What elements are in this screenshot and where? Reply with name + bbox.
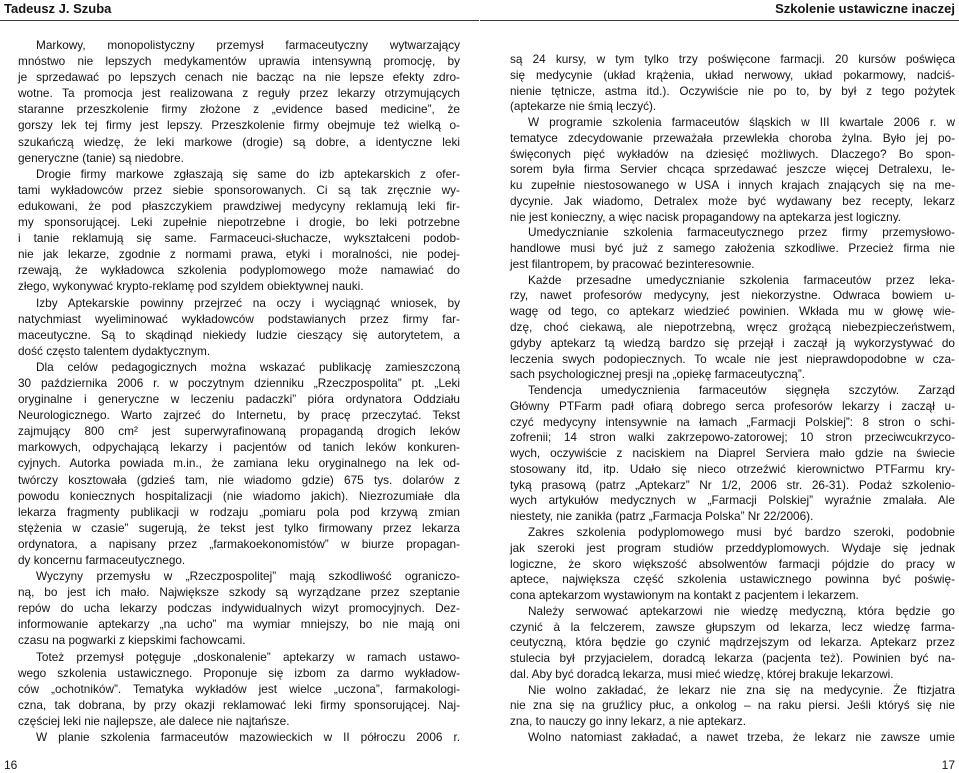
paragraph	[18, 568, 460, 648]
text-line: logiczne, że skoro większość absolwentów farmacji pójdzie do pracy w	[510, 556, 955, 571]
text-line: natychmiast wyeliminować wykładowców podstawianych przez firmy far-	[18, 311, 460, 326]
text-line: niestety, nie zanikła (patrz „Farmacja Polska” Nr 22/2006).	[510, 509, 814, 524]
text-line: tematyce zdecydowanie przeważała przewlekła choroba żylna. Było jej po-	[510, 130, 955, 145]
text-line: dy koncernu farmaceutycznego.	[18, 553, 186, 567]
paragraph	[510, 225, 955, 272]
text-line: staranne przeszkolenie firmy złożone z „evidence based medicine”, że	[18, 102, 460, 117]
text-line: dzę, choć ciekawą, ale niepotrzebną, wręcz grożącą niebezpieczeństwem,	[510, 320, 955, 335]
text-line: sorem była firma Servier chcąca sprzedawać jeszcze więcej Detralexu, le-	[510, 162, 955, 177]
text-line: wego szkolenia ustawicznego. Proponuje się izbom za darmo wykładow-	[18, 665, 460, 680]
paragraph	[18, 37, 460, 166]
paragraph	[510, 683, 955, 730]
paragraph	[18, 359, 460, 568]
text-line: czyć medycyny intensywnie na łamach „Farmacji Polskiej”: 8 stron o schi-	[510, 414, 955, 429]
text-line: i tanie reklamują się same. Farmaceuci-słuchacze, wykształceni podob-	[18, 231, 460, 246]
text-line: wych artykułów medycznych w „Farmacji Polskiej” wyraźnie zmalała. Ale	[510, 493, 955, 508]
text-line: twórczy kosztowała (gdzieś tam, nie wiadomo gdzie) 675 tys. dolarów z	[18, 472, 460, 487]
text-line: Toteż przemysł potęguje „doskonalenie” aptekarzy w ramach ustawo-	[36, 649, 460, 664]
paragraph	[510, 52, 955, 115]
text-line: Wyczyny przemysłu w „Rzeczpospolitej” mają szkodliwość ograniczo-	[36, 569, 460, 584]
text-line: czna, tak dobrana, by przy okazji reklamować leki firmy sponsorującej. Naj-	[18, 697, 460, 712]
text-line: W planie szkolenia farmaceutów mazowieckich w II półroczu 2006 r.	[36, 730, 460, 745]
page-number: 17	[941, 758, 955, 772]
text-line: gdyby aptekarz tą wiedzą bardzo się przejął i zaczął ją wykorzystywać do	[510, 335, 955, 350]
paragraph	[18, 649, 460, 729]
text-line: się medycynie (układ krążenia, układ nerwowy, układ pokarmowy, nadciś-	[510, 67, 955, 82]
text-line: Izby Aptekarskie powinny przejrzeć na oczy i wyciągnąć wniosek, by	[36, 295, 460, 310]
text-line: W programie szkolenia farmaceutów śląskich w III kwartale 2006 r. w	[528, 115, 955, 130]
text-line: (aptekarze nie śmią leczyć).	[510, 99, 657, 114]
text-line: Nie wolno zakładać, że lekarz nie zna się na medycynie. Że ftizjatra	[528, 682, 955, 697]
text-line: Główny PTFarm padł ofiarą dobrego serca profesorów lekarzy i zaczął u-	[510, 398, 955, 413]
text-line: tami wykładowców przez siebie sponsorowanych. Ci są tak zręcznie wy-	[18, 182, 460, 197]
text-line: my sponsorującej. Leki zupełnie niepotrzebne i drogie, bo leki potrzebne	[18, 215, 460, 230]
text-line: informowanie aptekarzy „na ucho” ma wymiar mniejszy, bo nie mają oni	[18, 617, 460, 632]
text-line: maceutyczne. Są to skądinąd niekiedy ludzie cieszący się autorytetem, a	[18, 327, 460, 342]
paragraph	[18, 295, 460, 359]
text-line: tyką prasową (patrz „Aptekarz” Nr 1/2, 2006 str. 26-31). Podaż szkolenio-	[510, 477, 955, 492]
text-line: nie jest konieczny, a więc nacisk propagandowy na aptekarza jest logiczny.	[510, 209, 902, 224]
text-line: Drogie firmy markowe zgłaszają się same do izb aptekarskich z ofer-	[36, 166, 460, 181]
text-line: ców „ochotników”. Tematyka wykładów jest wielce „uczona”, farmakologi-	[18, 681, 460, 696]
text-line: stulecia był przyjacielem, doradcą lekarza (pacjenta też). Powinien być na-	[510, 651, 955, 666]
page-left	[0, 0, 479, 773]
text-line: repów do ucha lekarzy podczas indywidualnych wizyt promocyjnych. Dez-	[18, 601, 460, 616]
text-line: dycynie. Jak wiadomo, Detralex może być wydawany bez recepty, lekarz	[510, 193, 955, 208]
text-line: je sprzedawać po lepszych cenach nie bacząc na nie lepsze efekty zdro-	[18, 70, 460, 85]
text-line: Każde przesadne umedycznianie szkolenia farmaceutów przez leka-	[528, 272, 955, 287]
text-line: jest filantropem, by pracować bezinteresownie.	[510, 256, 755, 271]
text-line: rzy, nawet profesorów medycyny, jest niekorzystne. Odwraca bowiem u-	[510, 288, 955, 303]
text-line: ną, bo jest ich mało. Największe szkody są wyrządzane przez szeptanie	[18, 585, 460, 600]
text-line: ordynatora, a napisany przez „farmakoekonomistów” w biurze propagan-	[18, 536, 460, 551]
text-line: Zakres szkolenia podyplomowego musi być bardzo szeroki, podobnie	[528, 524, 955, 539]
header-rule	[480, 20, 959, 21]
text-line: dal. Aby być doradcą lekarza, musi mieć wiedzę, której brakuje lekarzowi.	[510, 666, 894, 681]
text-line: wych, oczywiście z naciskiem na Diaprel Serviera mało gdzie na świecie	[510, 446, 955, 461]
text-line: aptece, największa część szkolenia ustawicznego powinna być poświę-	[510, 572, 955, 587]
text-line: stężenia w czasie” sugerują, że tekst jest tylko firmowany przez lekarza	[18, 520, 460, 535]
text-line: nie zna się na gruźlicy płuc, a onkolog – na raku piersi. Jeśli któryś się nie	[510, 698, 955, 713]
text-line: są 24 kursy, w tym tylko trzy poświęcone farmacji. 20 kursów poświęca	[510, 52, 955, 66]
text-line: handlowe musi być już z samego założenia szkodliwe. Przecież firma nie	[510, 241, 955, 256]
text-line: częściej leki nie najlepsze, ale dalece nie najtańsze.	[18, 713, 290, 728]
text-line: zofrenii; 14 stron walki zakrzepowo-zatorowej; 10 stron przeciwcukrzyco-	[510, 430, 955, 445]
text-line: rzewają, że wykładowca szkolenia podyplomowego może namawiać do	[18, 263, 460, 278]
text-line: czasu na pogwarki z kiepskimi fachowcami.	[18, 633, 246, 648]
text-line: nie jak lekarze, zgodnie z normami prawa, etyki i moralności, nie podej-	[18, 247, 460, 262]
text-line: wagę od tego, co aptekarz wiedzieć powinien. Wkłada mu w głowę wie-	[510, 304, 955, 319]
text-line: nienie tętnicze, astma itd.). Oczywiście nie po to, by był z tego pożytek	[510, 83, 955, 98]
text-line: Należy serwować aptekarzowi nie wiedzę medyczną, która będzie go	[528, 603, 955, 618]
paragraph	[510, 730, 955, 746]
text-line: mnóstwo nie lepszych medykamentów uprawia intensywną promocję, by	[18, 54, 460, 69]
paragraph	[18, 729, 460, 745]
text-line: Neurologicznego. Warto zajrzeć do Internetu, by pracę przeczytać. Tekst	[18, 408, 460, 423]
paragraph	[510, 115, 955, 225]
text-line: szukańczą wiedzę, że leki markowe (drogie) są dobre, a identyczne leki	[18, 134, 460, 149]
text-line: jak szeroki jest program studiów przeddyplomowych. Wydaje się jednak	[510, 540, 955, 555]
text-line: Dla celów pedagogicznych można wskazać publikację zamieszczoną	[36, 359, 460, 374]
text-line: Umedycznianie szkolenia farmaceutycznego przez firmy przemysłowo-	[528, 225, 955, 240]
text-line: zajmujący 800 cm² jest superwyrafinowaną propagandą drogich leków	[18, 424, 460, 439]
running-header-title: Szkolenie ustawiczne inaczej	[775, 1, 955, 16]
text-line: oryginalne i generyczne w leczeniu padaczki” pióra ordynatora Oddziału	[18, 392, 460, 407]
text-line: lekarza fragmenty publikacji w rodzaju „pomiaru pola pod krzywą zmian	[18, 504, 460, 519]
paragraph	[510, 273, 955, 383]
text-line: cona aptekarzom wystawionym na kontakt z pacjentem i lekarzem.	[510, 588, 859, 603]
text-line: Wolno natomiast zakładać, a nawet trzeba, że lekarz nie zawsze umie	[528, 729, 955, 744]
text-line: ceutyczną, która będzie go czynić mądrzejszym od lekarza. Aptekarz przez	[510, 635, 955, 650]
text-line: gorszy lek tej firmy jest lepszy. Przeszkolenie firmy obejmuje też wielką o-	[18, 118, 460, 133]
text-line: powodu koniecznych hospitalizacji (nie wiadomo jakich). Niezrozumiałe dla	[18, 488, 460, 503]
paragraph	[18, 166, 460, 295]
text-line: dość często talentem dydaktycznym.	[18, 343, 211, 358]
text-line: wotne. Ta promocja jest realizowana z reguły przez lekarzy otrzymujących	[18, 86, 460, 101]
text-line: święconych pięć wykładów na dziesięć możliwych. Dlaczego? Bo spon-	[510, 146, 955, 161]
text-line: Tendencja umedycznienia farmaceutów sięgnęła szczytów. Zarząd	[528, 383, 955, 398]
text-line: zna, to nauczy go inny lekarz, a nie aptekarz.	[510, 714, 747, 729]
text-line: 30 października 2006 r. w poczytnym dzienniku „Rzeczpospolita” pt. „Leki	[18, 375, 460, 390]
paragraph	[510, 604, 955, 683]
running-header-author: Tadeusz J. Szuba	[4, 1, 112, 16]
text-line: ku zupełnie niestosowanego w USA i innych krajach znających się na me-	[510, 178, 955, 193]
text-line: markowych, odpychającą lekarzy i pacjentów od tanich leków konkuren-	[18, 440, 460, 455]
page-number: 16	[4, 758, 18, 772]
text-line: czynić à la felczerem, zawsze głupszym od lekarza, lecz wiedzę farma-	[510, 619, 955, 634]
article-column	[510, 52, 955, 746]
text-line: sach psychologicznej presji na „opiekę farmaceutyczną”.	[510, 367, 806, 382]
text-line: generyczne (tanie) są niedobre.	[18, 150, 184, 165]
text-line: stosowany itd, itp. Udało się nieco otrzeźwić kierownictwo PTFarmu kry-	[510, 461, 955, 476]
text-line: edukowani, że pod płaszczykiem prawdziwej medycyny reklamują leki fir-	[18, 198, 460, 213]
header-rule	[0, 20, 479, 21]
text-line: Markowy, monopolistyczny przemysł farmaceutyczny wytwarzający	[36, 38, 460, 52]
page-right	[480, 0, 959, 773]
paragraph	[510, 525, 955, 604]
text-line: złego, wykonywać krypto-reklamę pod szyldem obiektywnej nauki.	[18, 279, 364, 294]
article-column	[18, 37, 460, 745]
text-line: leczenia swych podopiecznych. To wcale nie jest nieprawdopodobne w cza-	[510, 351, 955, 366]
text-line: cyjnych. Autorka powiada m.in., że zamiana leku oryginalnego na lek od-	[18, 456, 460, 471]
paragraph	[510, 383, 955, 525]
